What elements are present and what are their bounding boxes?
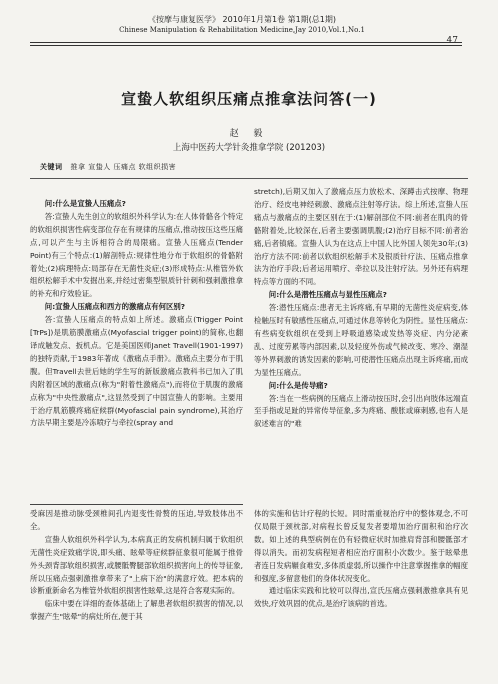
continued-paragraph-3: 临床中要在详细的查体基础上了解患者软组织损害的情况,以掌握产生"眩晕"的病灶所在,便于其: [30, 599, 243, 622]
answer-3: 答:潜性压痛点:患者无主诉疼痛,有早期的无菌性炎症病变,体检触压时有敏感性压痛点,可通过休息等转化为阴性。显性压痛点:有些病变软组织在受到上呼吸道感染或发热等炎症、内分泌紊乱、过度劳累等内部因素,以及轻度外伤或气候改变、寒冷、潮湿等外界刺激的诱发因素的影响,可使潜性压痛点出现主诉疼痛,而成为显性压痛点。: [254, 303, 468, 377]
page-number: 47: [446, 36, 458, 46]
question-1: 问:什么是宣蛰人压痛点?: [44, 199, 126, 208]
body-column-right: [254, 186, 468, 431]
answer-2: 答:宣蛰人压痛点的特点如上所述。激痛点(Trigger Point [TrPs])是肌筋膜激痛点(Myofascial trigger point)的简称,也翻译成触发点、扳机点。它是美国医师Janet Travell(1901-1997)的独特贡献,于1983年著成《激痛点手册》。激痛点主要分布于肌腹。但Travell去世后她的学生写的新版激痛点教科书已加入了肌肉附着区域的激痛点(称为"附着性激痛点"),而将位于肌腹的激痛点称为"中央性激痛点",这显然受到了中国宣蛰人的影响。主要用于治疗肌筋膜疼痛症候群(Myofascial pain syndrome),其治疗方法早期主要是冷冻喷疗与牵拉(spray and: [30, 315, 243, 428]
continued-paragraph-1: 受麻因是推动脉受颈椎间孔内退变性骨赘的压迫,导致肢体出不全。: [30, 509, 243, 531]
continued-paragraph-4: 体的实施和估计疗程的长短。同时需重视治疗中的整体观念,不可仅局限于颈枕部,对病程长曾反复发者要增加治疗面积和治疗次数。如上述的典型病例在仍有轻微症状时加推肩背部和腰骶部才得以消失。而初发病程短者相应治疗面积小次数少。鉴于眩晕患者连日发病辗食难安,多体质虚弱,所以操作中注意掌握推拿的幅度和强度,多留意他们的身体状况变化。: [254, 509, 468, 583]
abstract-rule: [30, 178, 468, 179]
header-rule-thin: [30, 45, 462, 46]
answer-4: 答:当在一些病例的压痛点上滑动按压时,会引出向肢体远端直至手指或足趾的异常传导征象,多为疼痛、酸胀或麻刺感,也有人是叙述难言的"难: [254, 393, 468, 429]
question-3: 问:什么是潜性压痛点与显性压痛点?: [268, 290, 387, 300]
question-4: 问:什么是传导痛?: [268, 380, 328, 390]
article-affiliation: 上海中医药大学针灸推拿学院 (201203): [172, 143, 326, 153]
question-2: 问:宣蛰人压痛点和西方的激痛点有何区别?: [44, 302, 186, 312]
body-column-left: [30, 198, 243, 430]
keywords-text: 推拿 宣蛰人 压痛点 软组织损害: [70, 163, 177, 171]
continued-paragraph-2: 宣蛰人软组织外科学认为,本病真正的发病机制归属于软组织无菌性炎症致痛学说,即头痛、眩晕等症候群征象很可能属于推骨外头颈背部软组织损害,或腰骶臀腿部软组织损害向上的传导征象,所以压痛点强刺激推拿带来了"上病下治"的满意疗效。把本病的诊断重新命名为椎管外软组织损害性眩晕,这是符合客观实际的。: [30, 534, 243, 596]
continued-paragraph-5: 通过临床实践和比较可以得出,宣氏压痛点强刺激推拿具有见效快,疗效巩固的优点,是治疗该病的首选。: [254, 586, 468, 609]
article-title: 宣蛰人软组织压痛点推拿法问答(一): [121, 90, 377, 108]
header-rule-thick: [30, 42, 462, 43]
article-author: 赵 毅: [229, 129, 269, 139]
journal-title-cn: 《按摩与康复医学》 2010年1月第1卷 第1期(总1期): [147, 15, 337, 24]
section-divider: [30, 504, 243, 505]
continued-column-left: [30, 508, 243, 624]
answer-2-continued: stretch),后期又加入了激痛点压力放松术、深蹲击式按摩、物理治疗、经皮电神经刺激、激痛点注射等疗法。综上所述,宣蛰人压痛点与激痛点的主要区别在于:(1)解剖部位不同:前者在肌肉的骨骼附着处,比较深在,后者主要强调肌腹;(2)治疗目标不同:前者治痛,后者镇痛。宣蛰人认为在这点上中国人比外国人领先30年;(3)治疗方法不同:前者以软组织松解手术及银质针疗法、压痛点推拿法为治疗手段;后者运用喷疗、牵拉以及注射疗法。另外还有病理特点等方面的不同。: [254, 187, 468, 287]
answer-1: 答:宣蛰人先生创立的软组织外科学认为:在人体骨骼各个特定的软组织损害性病变部位存在有规律的压痛点,推动按压这些压痛点,可以产生与主诉相符合的局限痛。宣蛰人压痛点(Tender Point)有三个特点:(1)解剖特点:规律性地分布于软组织的骨骼附着处;(2)病理特点:局部存在无菌性炎症;(3)形成特点:从椎管外软组织松解手术中发掘出来,并经过密集型银质针针刺和强刺激推拿的补充和疗效验证。: [30, 211, 243, 299]
keywords-line: [40, 162, 176, 172]
keywords-label: 关键词: [40, 163, 63, 171]
journal-header: [0, 0, 498, 58]
continued-column-right: [254, 508, 468, 611]
journal-title-en: Chinese Manipulation & Rehabilitation Medicine,Jay 2010,Vol.1,No.1: [119, 26, 365, 34]
